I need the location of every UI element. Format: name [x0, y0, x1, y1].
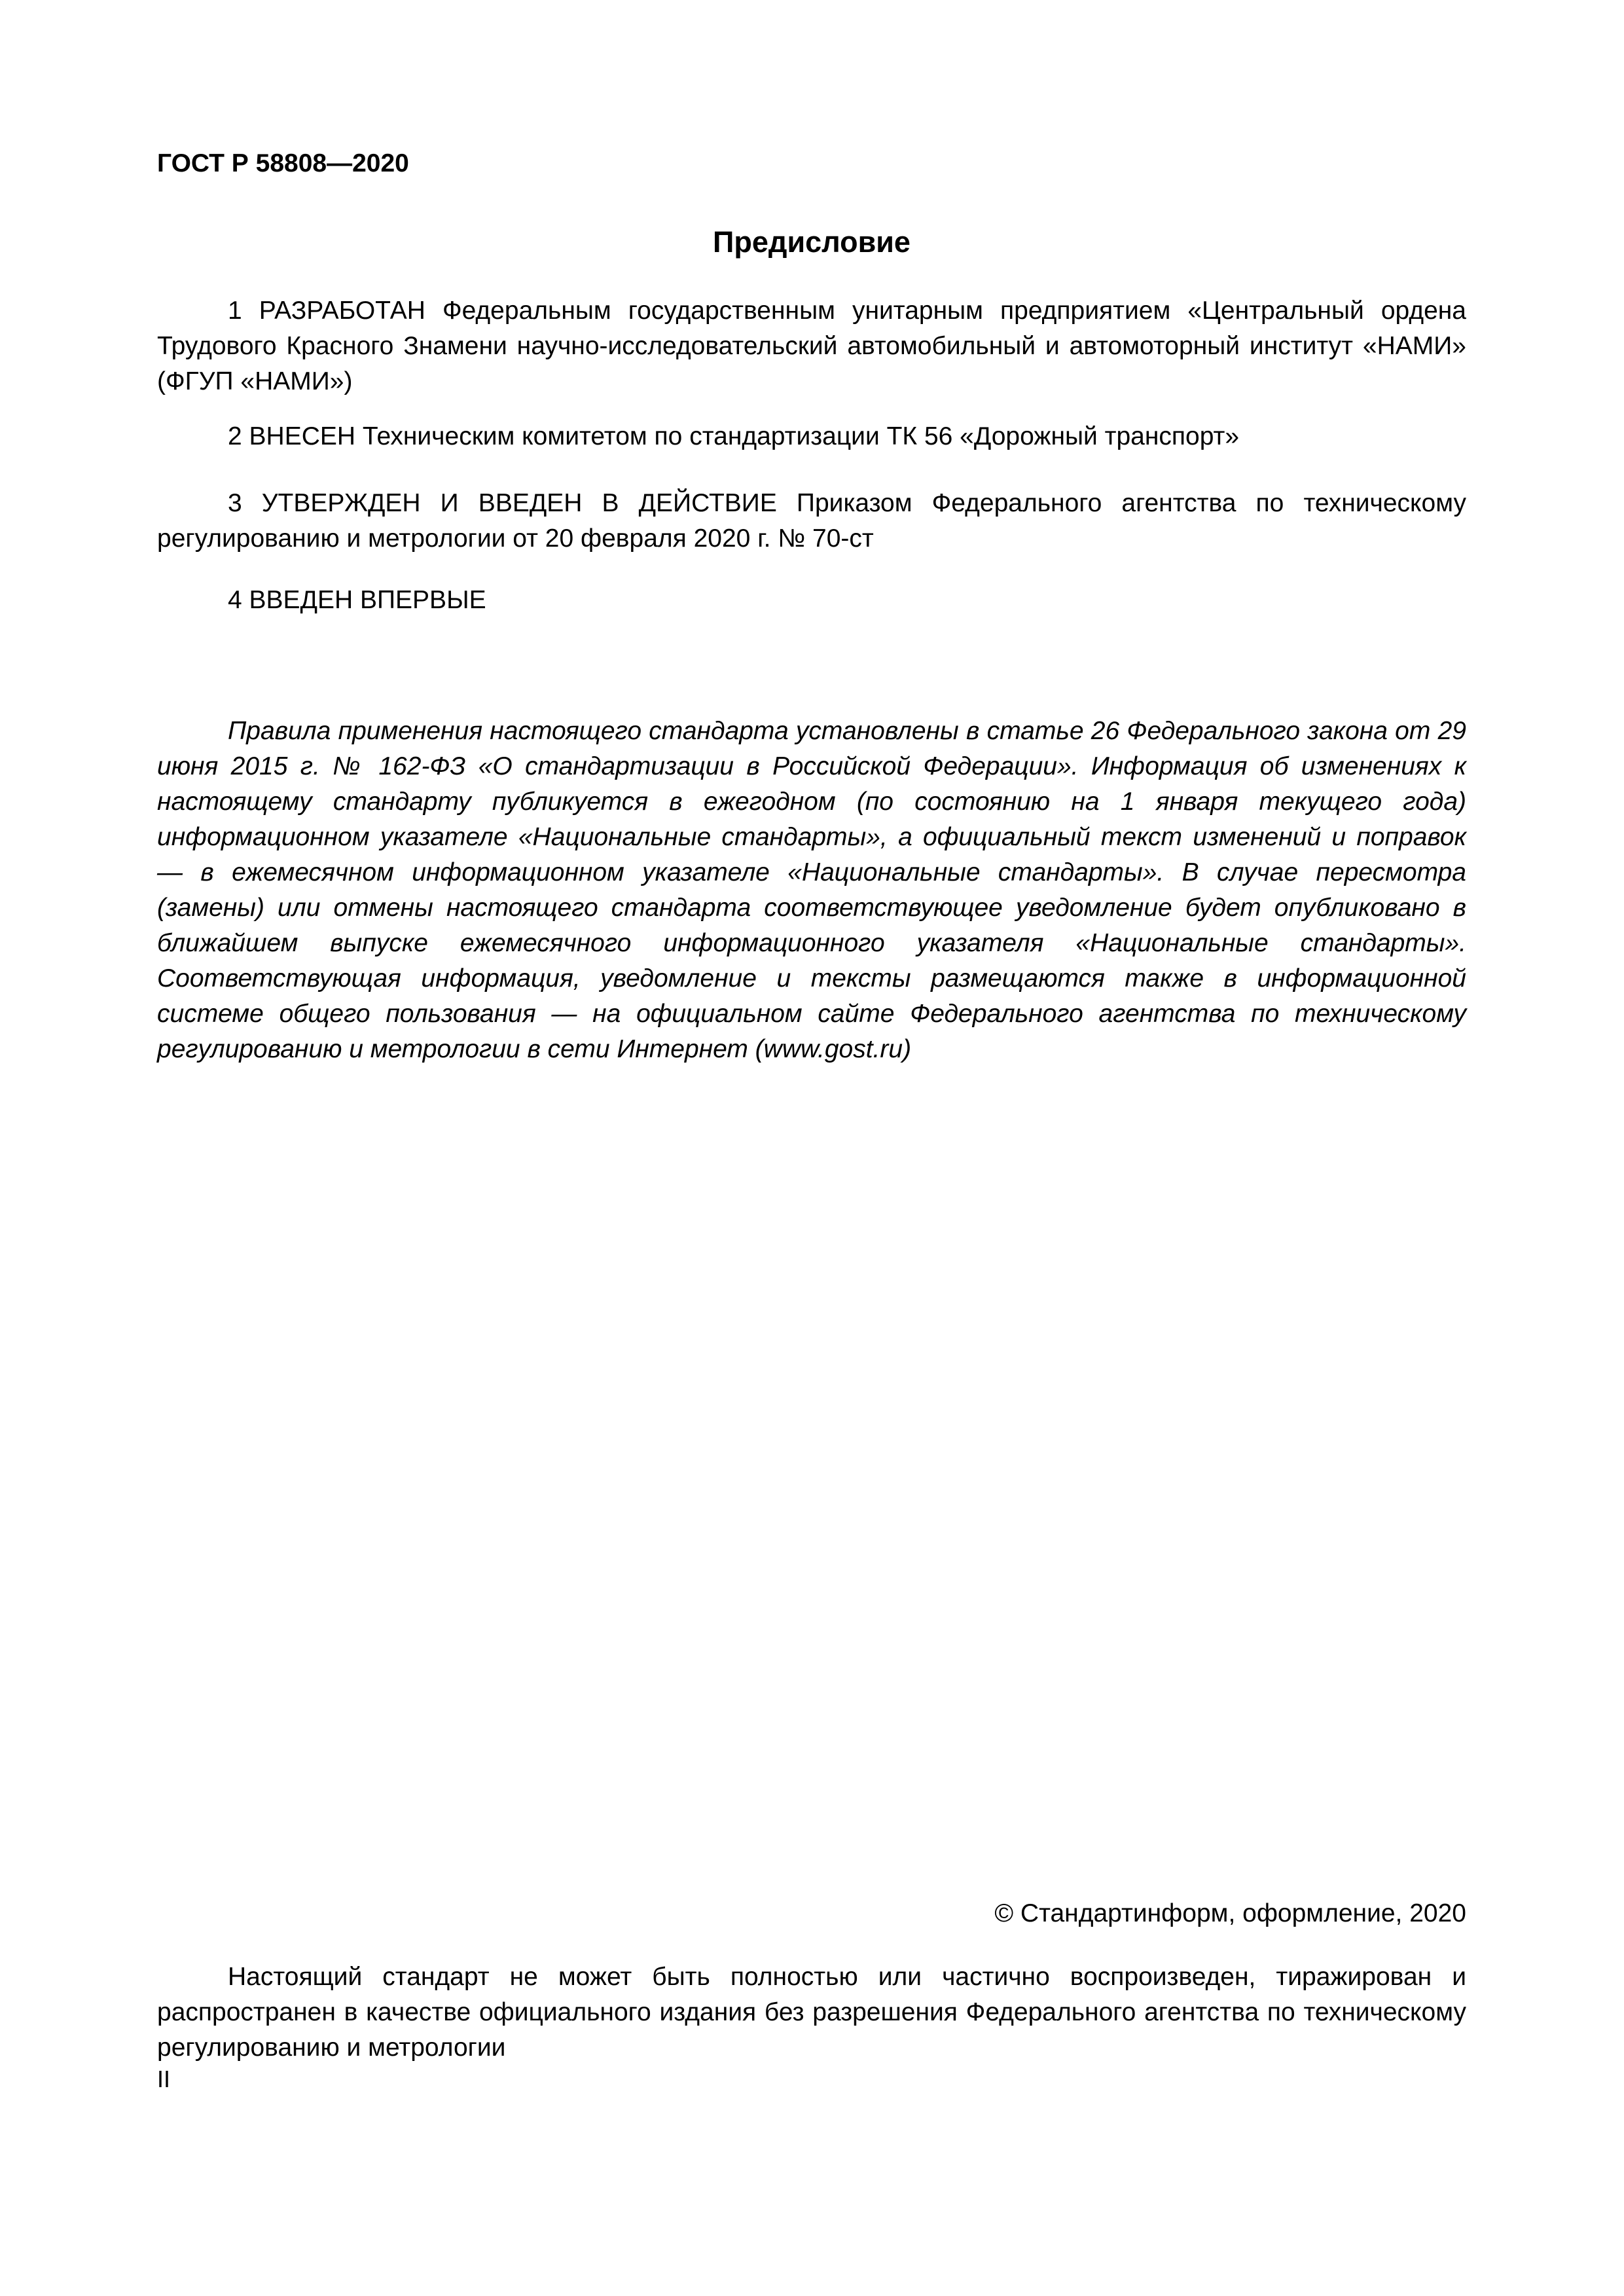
copyright-line: © Стандартинформ, оформление, 2020: [994, 1899, 1466, 1927]
document-code: ГОСТ Р 58808—2020: [157, 149, 409, 177]
reproduction-notice: Настоящий стандарт не может быть полностью или частично воспроизведен, тиражирован и распространен в качестве официального издания без разрешения Федерального агентства по техническому регулированию и метрологии: [157, 1963, 1466, 2062]
preface-item-developed: 1 РАЗРАБОТАН Федеральным государственным унитарным предприятием «Центральный ордена Трудового Красного Знамени научно-исследовательский автомобильный и автомоторный институт «НАМИ» (ФГУП «НАМИ»): [157, 297, 1466, 395]
preface-item-introduced: 4 ВВЕДЕН ВПЕРВЫЕ: [228, 586, 486, 614]
preface-item-approved: 3 УТВЕРЖДЕН И ВВЕДЕН В ДЕЙСТВИЕ Приказом Федерального агентства по техническому регулированию и метрологии от 20 февраля 2020 г. № 70-ст: [157, 489, 1466, 553]
preface-item-submitted: 2 ВНЕСЕН Техническим комитетом по стандартизации ТК 56 «Дорожный транспорт»: [228, 422, 1240, 450]
page-number: II: [157, 2066, 171, 2092]
preface-title: Предисловие: [713, 225, 911, 259]
application-rules-notice: Правила применения настоящего стандарта установлены в статье 26 Федерального закона от 29 июня 2015 г. № 162-ФЗ «О стандартизации в Российской Федерации». Информация об изменениях к настоящему стандарту публикуется в ежегодном (по состоянию на 1 января текущего года) информационном указателе «Национальные стандарты», а официальный текст изменений и поправок — в ежемесячном информационном указателе «Национальные стандарты». В случае пересмотра (замены) или отмены настоящего стандарта соответствующее уведомление будет опубликовано в ближайшем выпуске ежемесячного информационного указателя «Национальные стандарты». Соответствующая информация, уведомление и тексты размещаются также в информационной системе общего пользования — на официальном сайте Федерального агентства по техническому регулированию и метрологии в сети Интернет (www.gost.ru): [157, 717, 1466, 1063]
